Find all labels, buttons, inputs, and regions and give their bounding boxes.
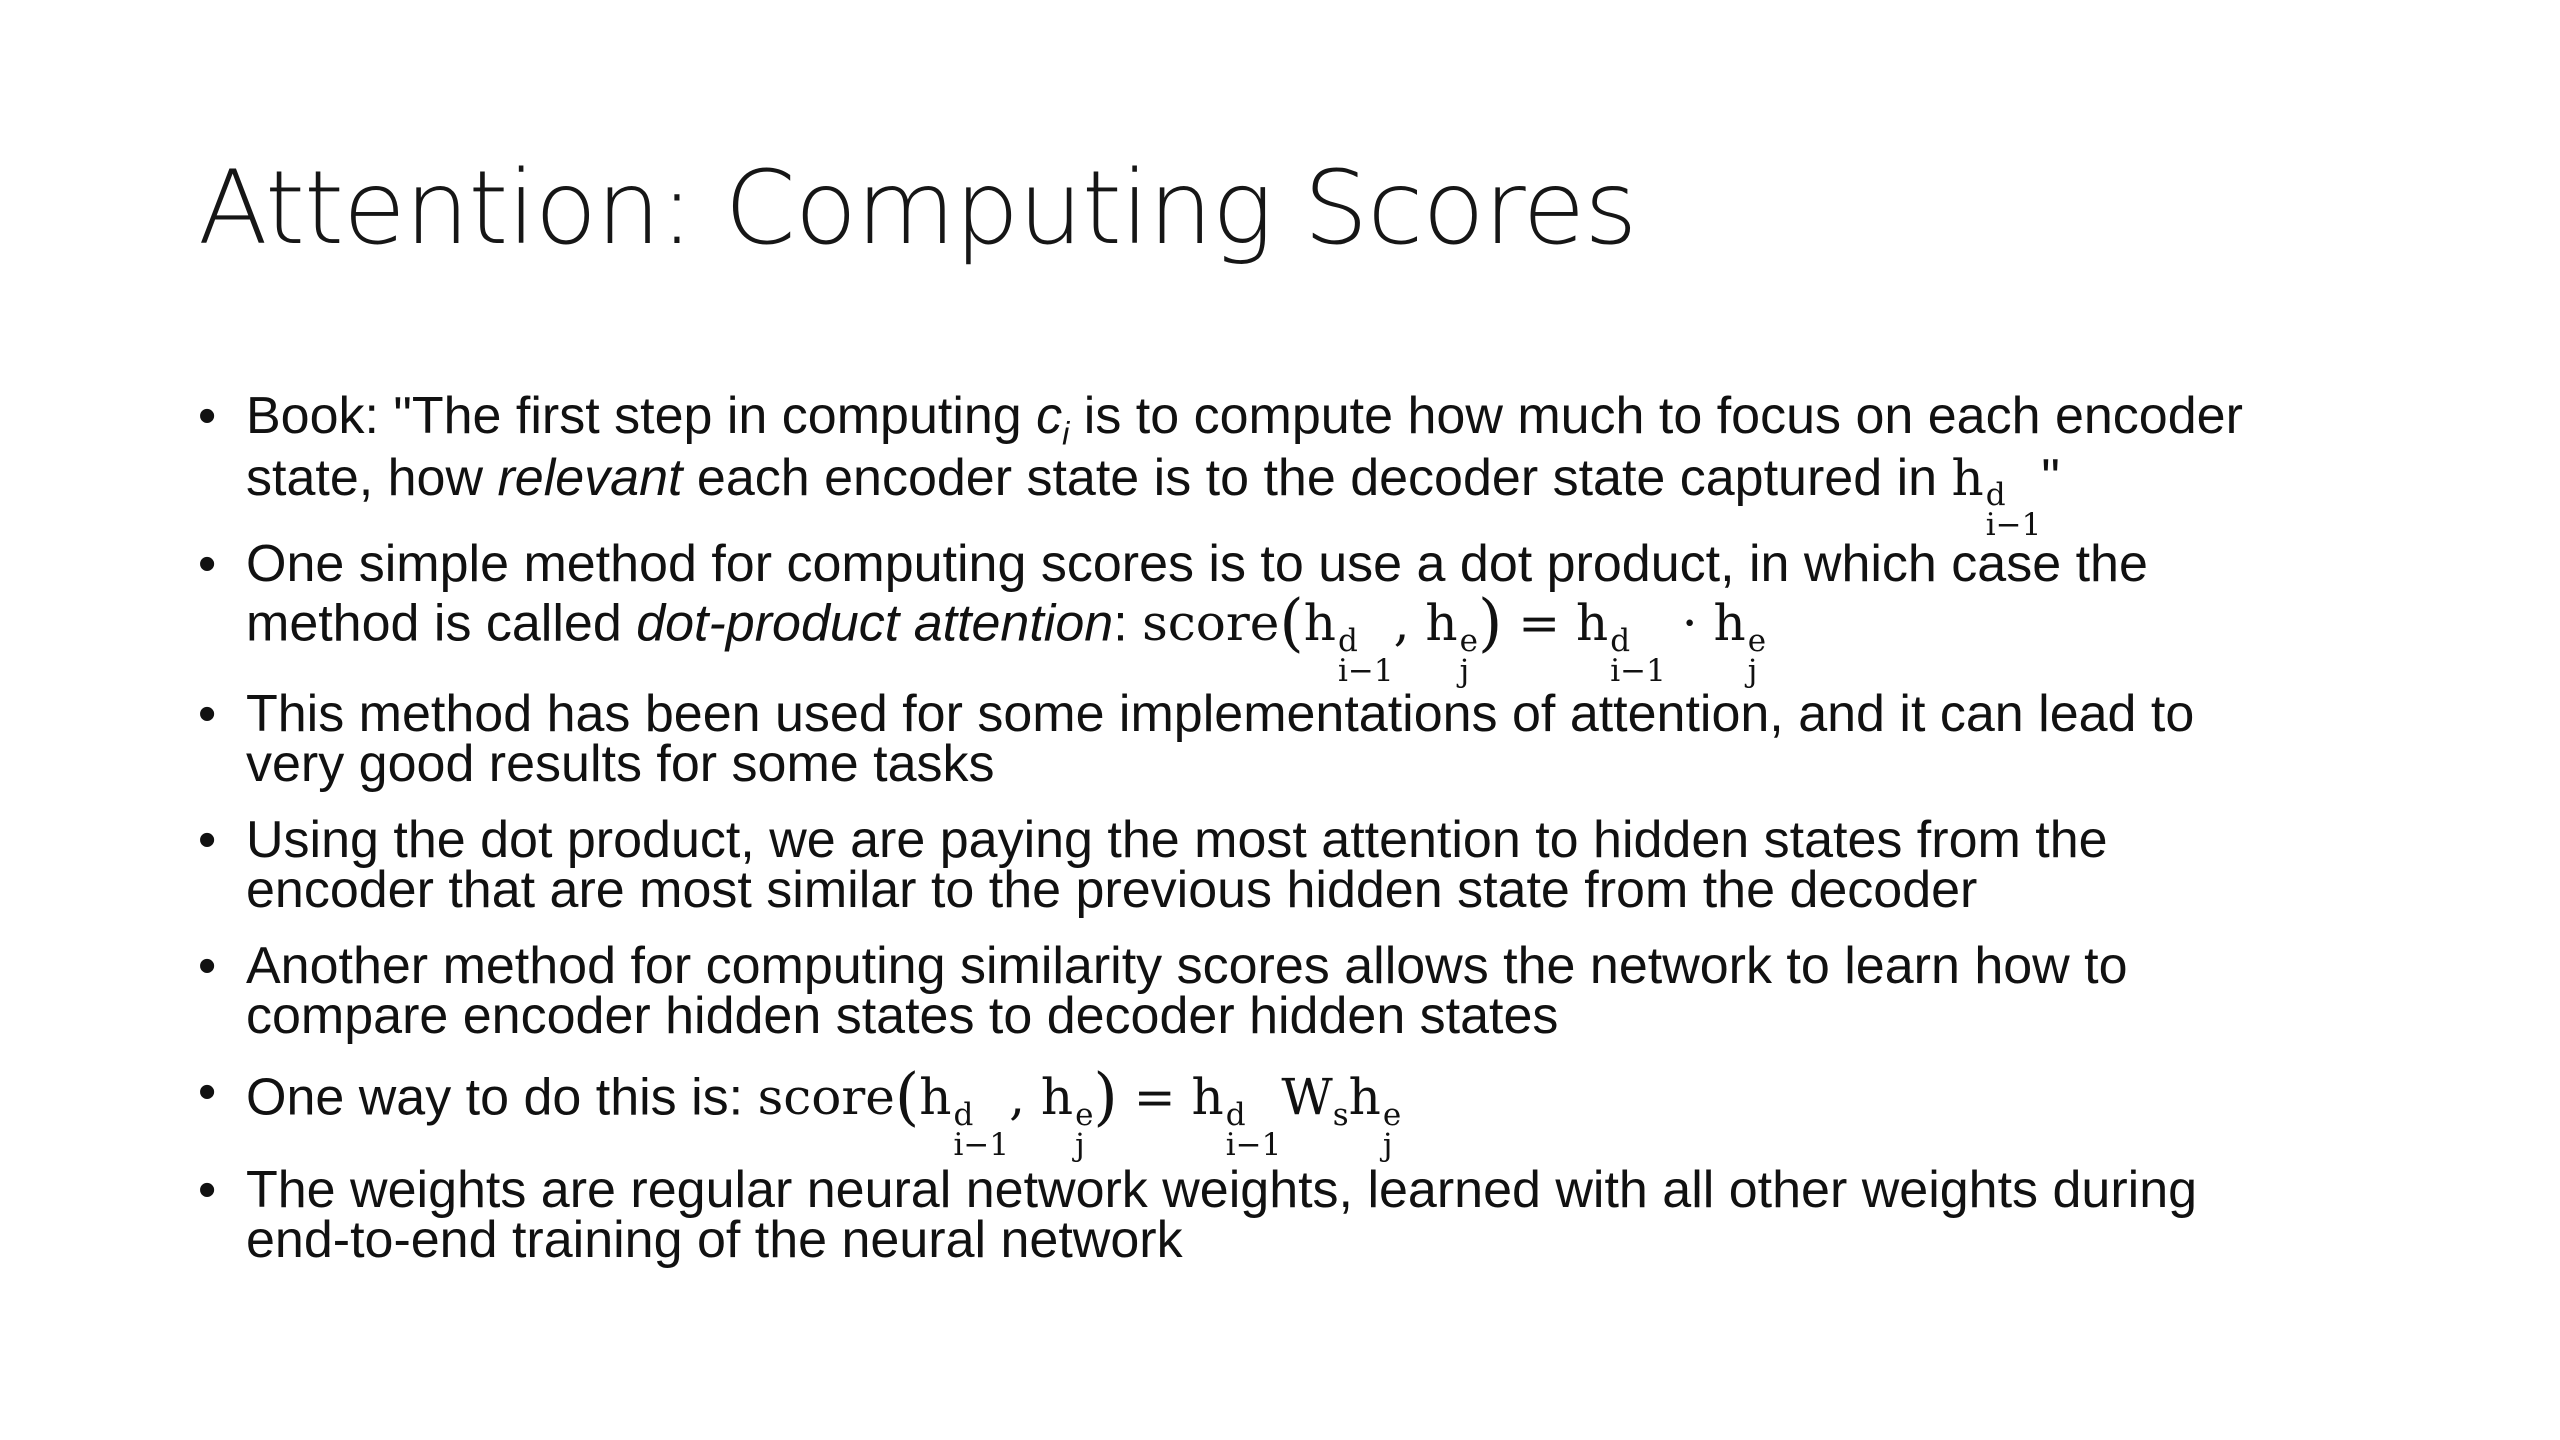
bullet-4-line-1: Using the dot product, we are paying the most attention to hidden states from the bbox=[246, 811, 2108, 869]
ci-symbol: $c_i$ bbox=[1036, 387, 1070, 452]
bullet-1-line-1: Book: "The first step in computing $c_i$ is to compute how much to focus on each encoder bbox=[246, 387, 2243, 452]
dot-product-formula: score(h d i−1 , h e j ) = h d i−1 · h e j bbox=[1142, 586, 1767, 689]
bullet-5-line-2: compare encoder hidden states to decoder hidden states bbox=[246, 987, 1559, 1045]
bullet-dot: • bbox=[198, 1161, 217, 1219]
bullet-dot: • bbox=[198, 387, 217, 445]
bullet-3-line-1: This method has been used for some implementations of attention, and it can lead to bbox=[246, 685, 2195, 743]
bullet-3-line-2: very good results for some tasks bbox=[246, 735, 995, 793]
general-score-formula: score(h d i−1 , h e j ) = h d i−1 $W_sh$ e j bbox=[757, 1060, 1402, 1163]
bullet-2-line-2: method is called dot-product attention: score(h d i−1 , h e j ) = h d i−1 · h e j bbox=[246, 586, 1767, 689]
bullet-6-line-1: One way to do this is: score(h d i−1 , h e j ) = h d i−1 $W_sh$ e j bbox=[246, 1060, 1402, 1163]
bullet-dot: • bbox=[198, 1063, 217, 1121]
bullet-2-line-1: One simple method for computing scores is to use a dot product, in which case the bbox=[246, 535, 2148, 593]
bullet-dot: • bbox=[198, 685, 217, 743]
bullet-dot: • bbox=[198, 535, 217, 593]
bullet-7-line-2: end-to-end training of the neural network bbox=[246, 1211, 1183, 1269]
bullet-5-line-1: Another method for computing similarity scores allows the network to learn how to bbox=[246, 937, 2128, 995]
bullet-item-4 bbox=[198, 811, 2108, 919]
bullet-item-3 bbox=[198, 685, 2195, 793]
bullet-1-line-2: state, how relevant each encoder state is to the decoder state captured in h d i−1 " bbox=[246, 448, 2060, 543]
math-h-decoder: h d i−1 bbox=[1951, 448, 2042, 543]
bullet-4-line-2: encoder that are most similar to the previous hidden state from the decoder bbox=[246, 861, 1978, 919]
bullet-dot: • bbox=[198, 811, 217, 869]
bullet-7-line-1: The weights are regular neural network weights, learned with all other weights during bbox=[246, 1161, 2198, 1219]
bullet-dot: • bbox=[198, 937, 217, 995]
bullet-item-2 bbox=[198, 535, 2148, 689]
bullet-item-1 bbox=[198, 387, 2243, 543]
bullet-item-7 bbox=[198, 1161, 2198, 1269]
bullet-item-5 bbox=[198, 937, 2128, 1045]
bullet-item-6 bbox=[198, 1060, 1402, 1163]
slide-title: Attention: Computing Scores bbox=[198, 149, 1637, 268]
